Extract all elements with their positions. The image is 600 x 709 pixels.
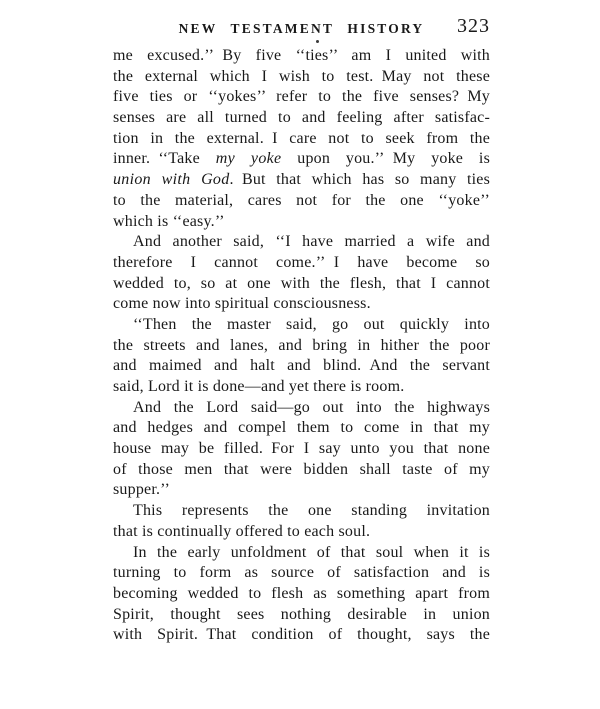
text-line: [113, 108, 490, 129]
text-segment: tion in the external. I care not to seek from the: [113, 129, 490, 147]
text-line: [113, 625, 490, 646]
text-line: [113, 563, 490, 584]
text-line: [113, 170, 490, 191]
text-line: [113, 274, 490, 295]
text-segment: come now into spiritual consciousness.: [113, 295, 371, 313]
text-line: [113, 129, 490, 150]
text-segment: Spirit, thought sees nothing desirable in union: [113, 605, 490, 623]
text-line: [113, 418, 490, 439]
text-line: [113, 149, 490, 170]
text-segment: the streets and lanes, and bring in hither the poor: [113, 336, 490, 354]
text-line: [113, 356, 490, 377]
text-segment: house may be filled. For I say unto you that none: [113, 440, 490, 458]
text-segment: and maimed and halt and blind. And the servant: [113, 357, 490, 375]
text-segment: This represents the one standing invitation: [133, 502, 490, 520]
text-line: [113, 191, 490, 212]
text-line: [113, 439, 490, 460]
text-segment: that is continually offered to each soul.: [113, 522, 371, 540]
text-segment: ‘‘Then the master said, go out quickly into: [133, 315, 490, 333]
text-segment: therefore I cannot come.’’ I have become so: [113, 253, 490, 271]
text-line: [113, 501, 490, 522]
text-line: [113, 584, 490, 605]
page-number: 323: [457, 15, 490, 37]
text-line: [113, 543, 490, 564]
text-segment: In the early unfoldment of that soul when it is: [133, 543, 490, 561]
text-line: [113, 294, 490, 315]
text-segment: said, Lord it is done—and yet there is room.: [113, 378, 405, 395]
text-segment: and hedges and compel them to come in that my: [113, 419, 490, 437]
text-segment: turning to form as source of satisfaction and is: [113, 564, 490, 582]
text-block: [113, 46, 490, 646]
text-segment: me excused.’’ By five ‘‘ties’’ am I united with: [113, 47, 490, 64]
text-line: [113, 398, 490, 419]
text-line: [113, 377, 490, 398]
text-line: [113, 336, 490, 357]
text-line: [113, 87, 490, 108]
text-line: [113, 480, 490, 501]
text-segment: inner. ‘‘Take: [113, 150, 216, 168]
text-segment: upon you.’’ My yoke is: [281, 150, 490, 168]
text-segment: which is ‘‘easy.’’: [113, 212, 225, 230]
text-segment: wedded to, so at one with the flesh, that I cannot: [113, 274, 490, 292]
text-segment: five ties or ‘‘yokes’’ refer to the five senses? My: [113, 88, 490, 106]
text-line: [113, 232, 490, 253]
text-segment: becoming wedded to flesh as something apart from: [113, 584, 490, 602]
text-line: [113, 46, 490, 67]
text-segment: And the Lord said—go out into the highways: [133, 398, 490, 416]
text-line: [113, 67, 490, 88]
text-line: [113, 460, 490, 481]
text-line: [113, 605, 490, 626]
text-line: [113, 522, 490, 543]
ink-dot-artifact: [316, 40, 319, 43]
text-segment: supper.’’: [113, 481, 171, 499]
text-segment: And another said, ‘‘I have married a wife and: [133, 233, 490, 251]
italic-text-segment: union with God: [113, 171, 230, 189]
text-segment: with Spirit. That condition of thought, says the: [113, 626, 490, 644]
text-segment: senses are all turned to and feeling after satisfac-: [113, 109, 490, 127]
italic-text-segment: my yoke: [215, 150, 282, 168]
text-segment: of those men that were bidden shall taste of my: [113, 460, 490, 478]
text-segment: . But that which has so many ties: [229, 171, 490, 189]
text-line: [113, 212, 490, 233]
text-segment: the external which I wish to test. May not these: [113, 67, 490, 85]
text-line: [113, 253, 490, 274]
text-line: [113, 315, 490, 336]
text-segment: to the material, cares not for the one ‘‘yoke’’: [113, 191, 490, 209]
running-head-title: NEW TESTAMENT HISTORY: [178, 21, 425, 36]
